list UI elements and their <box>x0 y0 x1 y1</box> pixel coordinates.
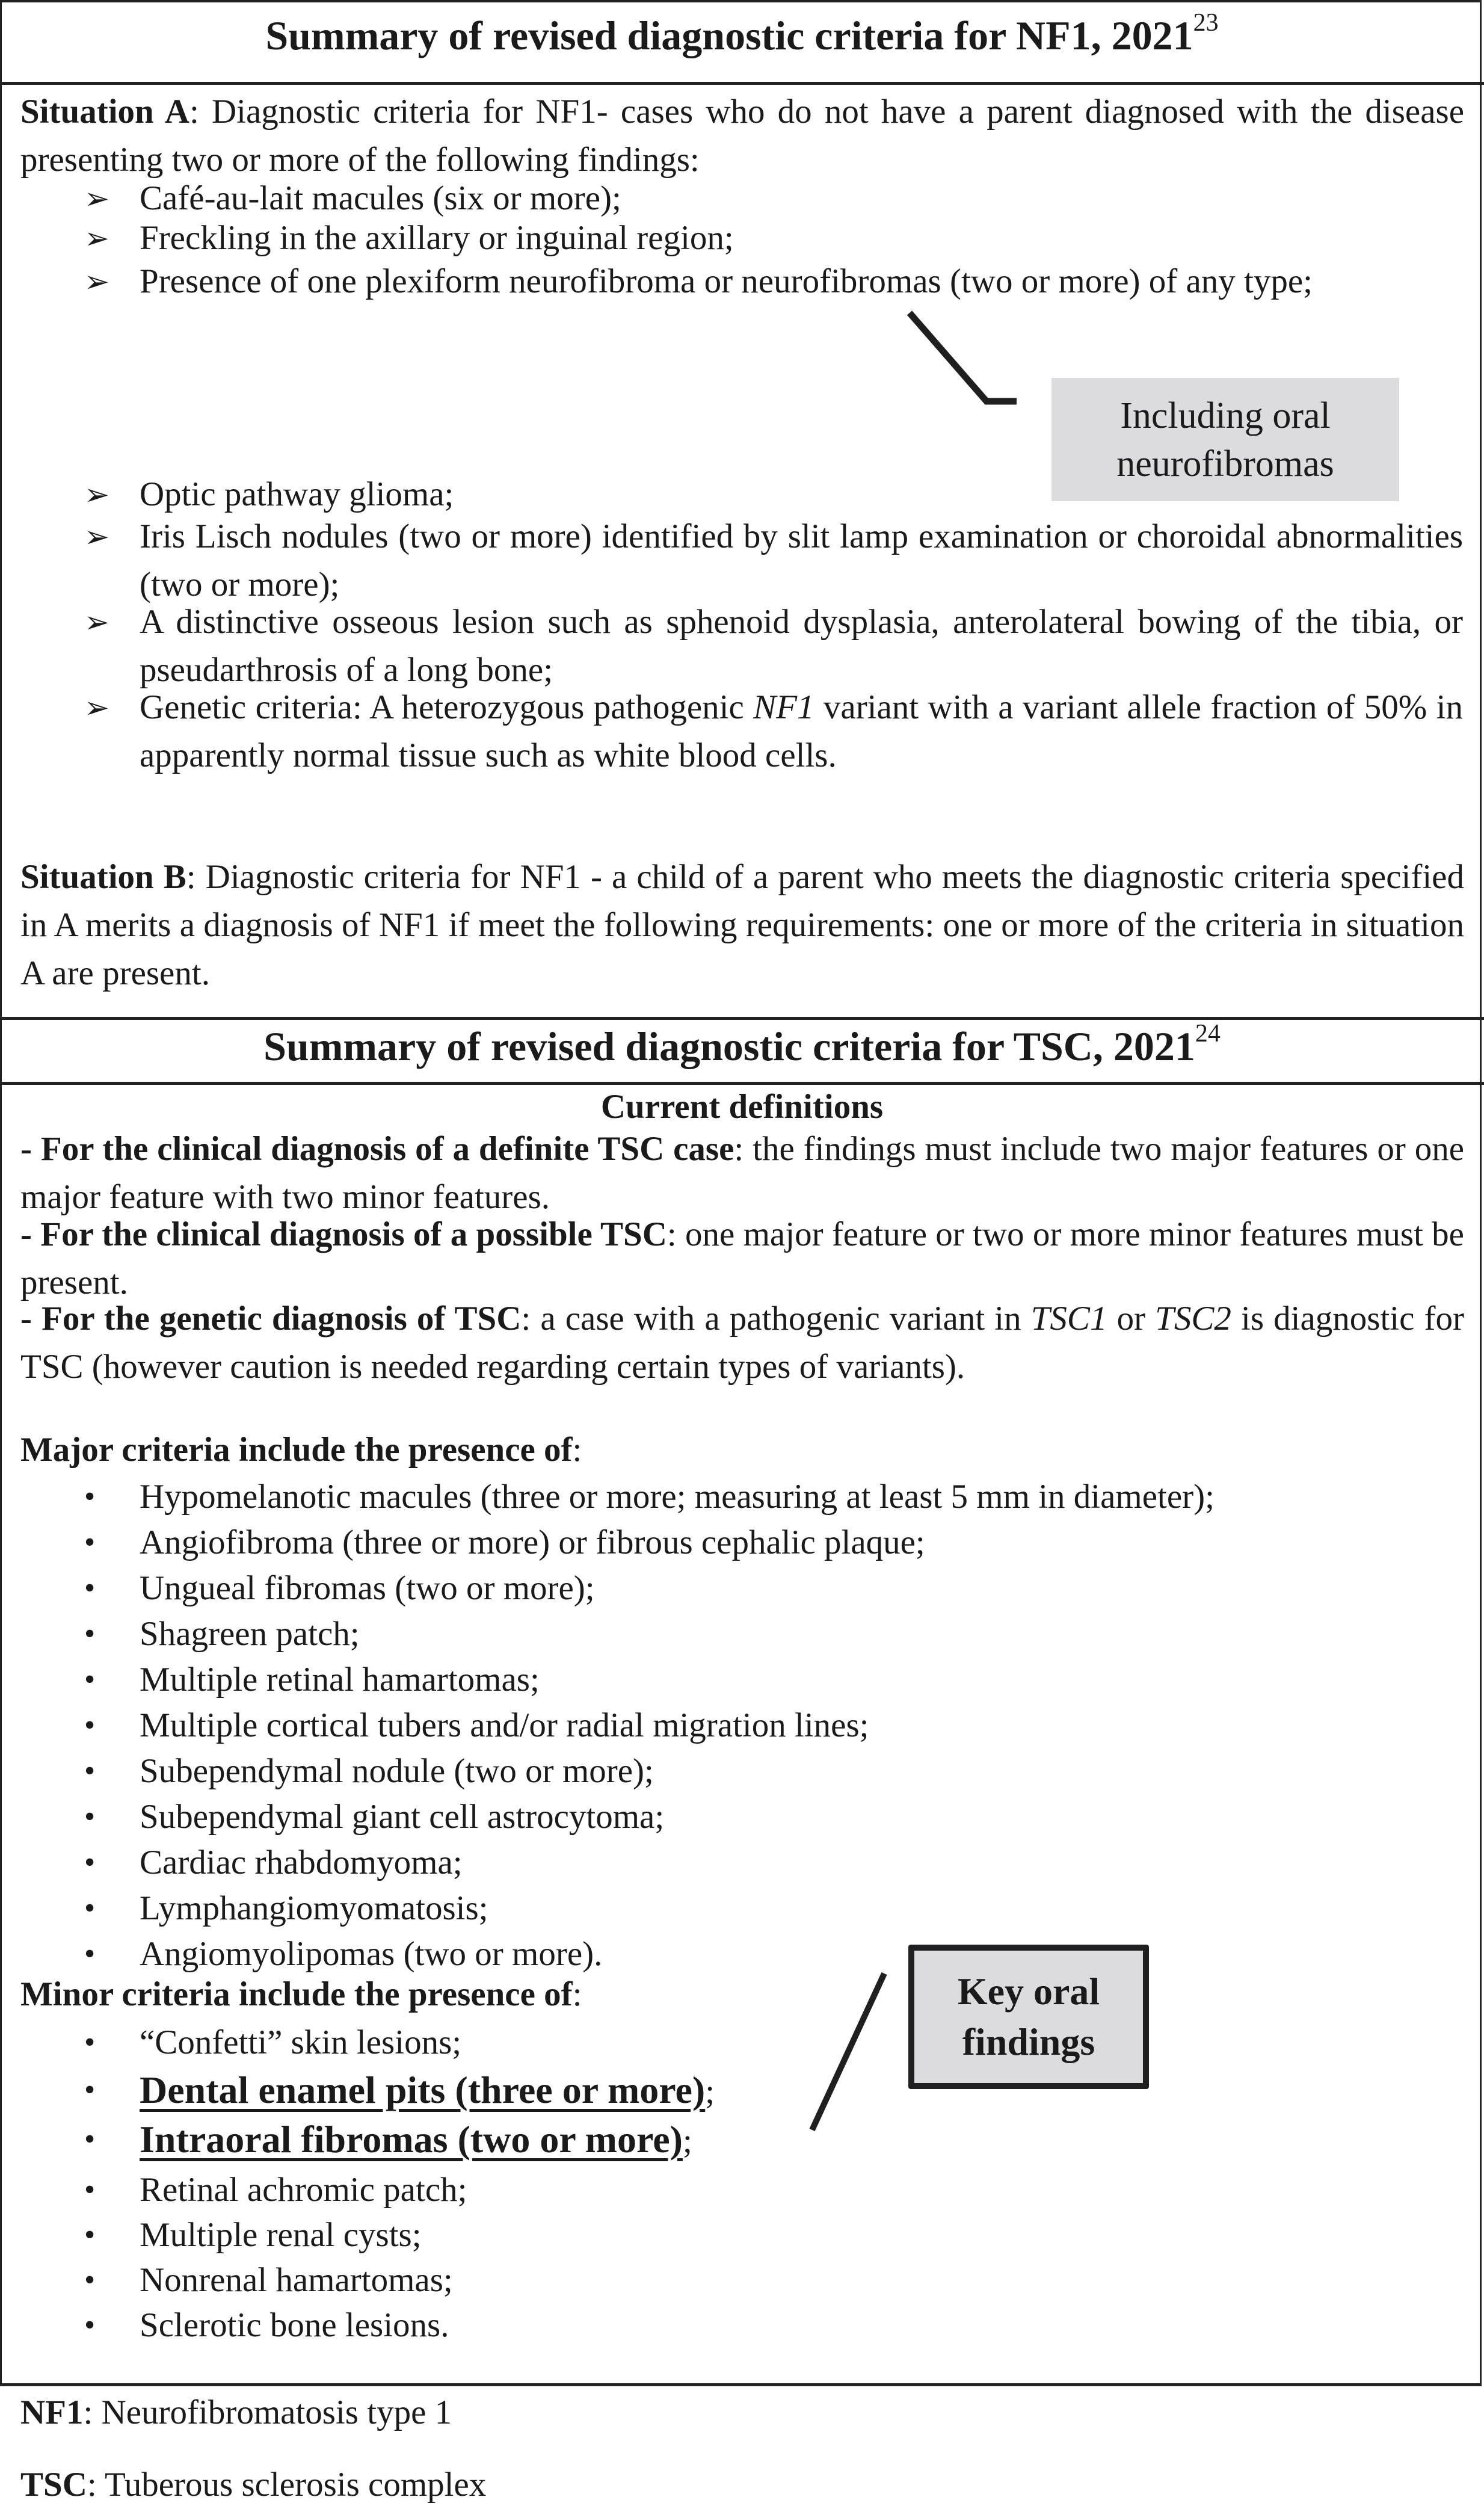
bullet-icon: • <box>84 1845 96 1880</box>
minor-heading-text: Minor criteria include the presence of <box>20 1975 573 2013</box>
colon: : <box>572 1431 582 1469</box>
semicolon: ; <box>682 2122 692 2160</box>
nf1-item: Optic pathway glioma; <box>140 475 454 513</box>
arrow-bullet-icon: ➢ <box>84 520 109 554</box>
major-item: Multiple retinal hamartomas; <box>140 1661 540 1699</box>
abbr: TSC <box>20 2466 87 2504</box>
major-item: Angiofibroma (three or more) or fibrous cephalic plaque; <box>140 1523 925 1561</box>
major-item: Hypomelanotic macules (three or more; measuring at least 5 mm in diameter); <box>140 1478 1215 1516</box>
situation-a-label: Situation A <box>20 93 189 131</box>
bullet-icon: • <box>84 2308 96 2342</box>
gene-name: NF1 <box>753 688 814 726</box>
arrow-bullet-icon: ➢ <box>84 221 109 255</box>
bullet-icon: • <box>84 1708 96 1742</box>
nf1-item: A distinctive osseous lesion such as sphenoid dysplasia, anterolateral bowing of the tibia, or pseudarthrosis of a long bone; <box>140 603 1463 689</box>
nf1-item: Presence of one plexiform neurofibroma or neurofibromas (two or more) of any type; <box>140 262 1313 300</box>
tsc-title-ref: 24 <box>1195 1020 1221 1048</box>
arrow-bullet-icon: ➢ <box>84 478 109 511</box>
intraoral-fibromas: Intraoral fibromas (two or more) <box>140 2118 683 2161</box>
bullet-icon: • <box>84 2025 96 2060</box>
gene-name: TSC1 <box>1030 1300 1107 1338</box>
major-item: Subependymal nodule (two or more); <box>140 1752 654 1790</box>
minor-item: Nonrenal hamartomas; <box>140 2261 453 2299</box>
bullet-icon: • <box>84 1754 96 1788</box>
genetic-suffix: variant with a variant allele fraction of 50% in apparently normal tissue such as white blood cells. <box>140 688 1463 774</box>
bullet-icon: • <box>84 2218 96 2252</box>
dental-enamel-pits: Dental enamel pits (three or more) <box>140 2069 706 2111</box>
bullet-icon: • <box>84 2173 96 2207</box>
definition-label: - For the clinical diagnosis of a possible TSC <box>20 1215 667 1253</box>
definition-text: : the findings must include two major features or one major feature with two minor features. <box>20 1130 1464 1216</box>
bullet-icon: • <box>84 2263 96 2297</box>
footnote-text: : Tuberous sclerosis complex <box>87 2466 487 2504</box>
arrow-bullet-icon: ➢ <box>84 182 109 215</box>
minor-item: Sclerotic bone lesions. <box>140 2306 449 2344</box>
definition-text: : a case with a pathogenic variant in <box>521 1300 1031 1338</box>
bullet-icon: • <box>84 1571 96 1605</box>
major-item: Shagreen patch; <box>140 1615 360 1653</box>
major-item: Lymphangiomyomatosis; <box>140 1889 488 1927</box>
bullet-icon: • <box>84 2073 96 2107</box>
situation-b-label: Situation B <box>20 858 186 896</box>
major-item: Subependymal giant cell astrocytoma; <box>140 1798 665 1836</box>
definition-label: - For the clinical diagnosis of a definite TSC case <box>20 1130 734 1168</box>
genetic-prefix: Genetic criteria: A heterozygous pathogenic <box>140 688 754 726</box>
footnote-nf1 <box>20 2389 452 2437</box>
abbr: NF1 <box>20 2393 84 2431</box>
bullet-icon: • <box>84 1525 96 1560</box>
situation-b-text: : Diagnostic criteria for NF1 - a child of a parent who meets the diagnostic criteria specified in A merits a diagnosis of NF1 if meet the following requirements: one or more of the criteria in situation A are present. <box>20 858 1464 992</box>
bullet-icon: • <box>84 1800 96 1834</box>
tsc-title-text: Summary of revised diagnostic criteria for TSC, 2021 <box>263 1023 1195 1069</box>
bullet-icon: • <box>84 1617 96 1651</box>
definitions-heading: Current definitions <box>600 1088 884 1126</box>
major-item: Cardiac rhabdomyoma; <box>140 1844 463 1881</box>
definition-text: or <box>1107 1300 1156 1338</box>
bullet-icon: • <box>84 2122 96 2156</box>
minor-item: “Confetti” skin lesions; <box>140 2023 462 2061</box>
gene-name: TSC2 <box>1155 1300 1231 1338</box>
major-item: Multiple cortical tubers and/or radial migration lines; <box>140 1706 869 1744</box>
minor-item: Retinal achromic patch; <box>140 2171 467 2209</box>
footnote-text: : Neurofibromatosis type 1 <box>83 2393 452 2431</box>
bullet-icon: • <box>84 1480 96 1514</box>
semicolon: ; <box>705 2073 715 2111</box>
definition-text: : one major feature or two or more minor features must be present. <box>20 1215 1464 1301</box>
nf1-title-ref: 23 <box>1193 9 1219 37</box>
nf1-item: Iris Lisch nodules (two or more) identified by slit lamp examination or choroidal abnormalities (two or more); <box>140 517 1463 603</box>
definition-text: is diagnostic for TSC (however caution is needed regarding certain types of variants). <box>20 1300 1464 1386</box>
situation-a-text: : Diagnostic criteria for NF1- cases who do not have a parent diagnosed with the disease presenting two or more of the following findings: <box>20 93 1464 179</box>
arrow-bullet-icon: ➢ <box>84 265 109 298</box>
arrow-bullet-icon: ➢ <box>84 691 109 724</box>
bullet-icon: • <box>84 1937 96 1971</box>
major-heading-text: Major criteria include the presence of <box>20 1431 573 1469</box>
nf1-title-text: Summary of revised diagnostic criteria for NF1, 2021 <box>265 13 1193 58</box>
footnote-tsc <box>20 2461 486 2509</box>
bullet-icon: • <box>84 1662 96 1697</box>
nf1-item: Freckling in the axillary or inguinal region; <box>140 219 734 257</box>
callout-text: Key oral findings <box>957 1970 1100 2063</box>
arrow-bullet-icon: ➢ <box>84 605 109 639</box>
callout-text: Including oral neurofibromas <box>1116 395 1334 484</box>
nf1-item: Café-au-lait macules (six or more); <box>140 179 621 217</box>
major-item: Ungueal fibromas (two or more); <box>140 1569 595 1607</box>
definition-label: - For the genetic diagnosis of TSC <box>20 1300 522 1338</box>
major-item: Angiomyolipomas (two or more). <box>140 1935 603 1973</box>
colon: : <box>572 1975 582 2013</box>
minor-item: Multiple renal cysts; <box>140 2216 422 2254</box>
bullet-icon: • <box>84 1891 96 1925</box>
